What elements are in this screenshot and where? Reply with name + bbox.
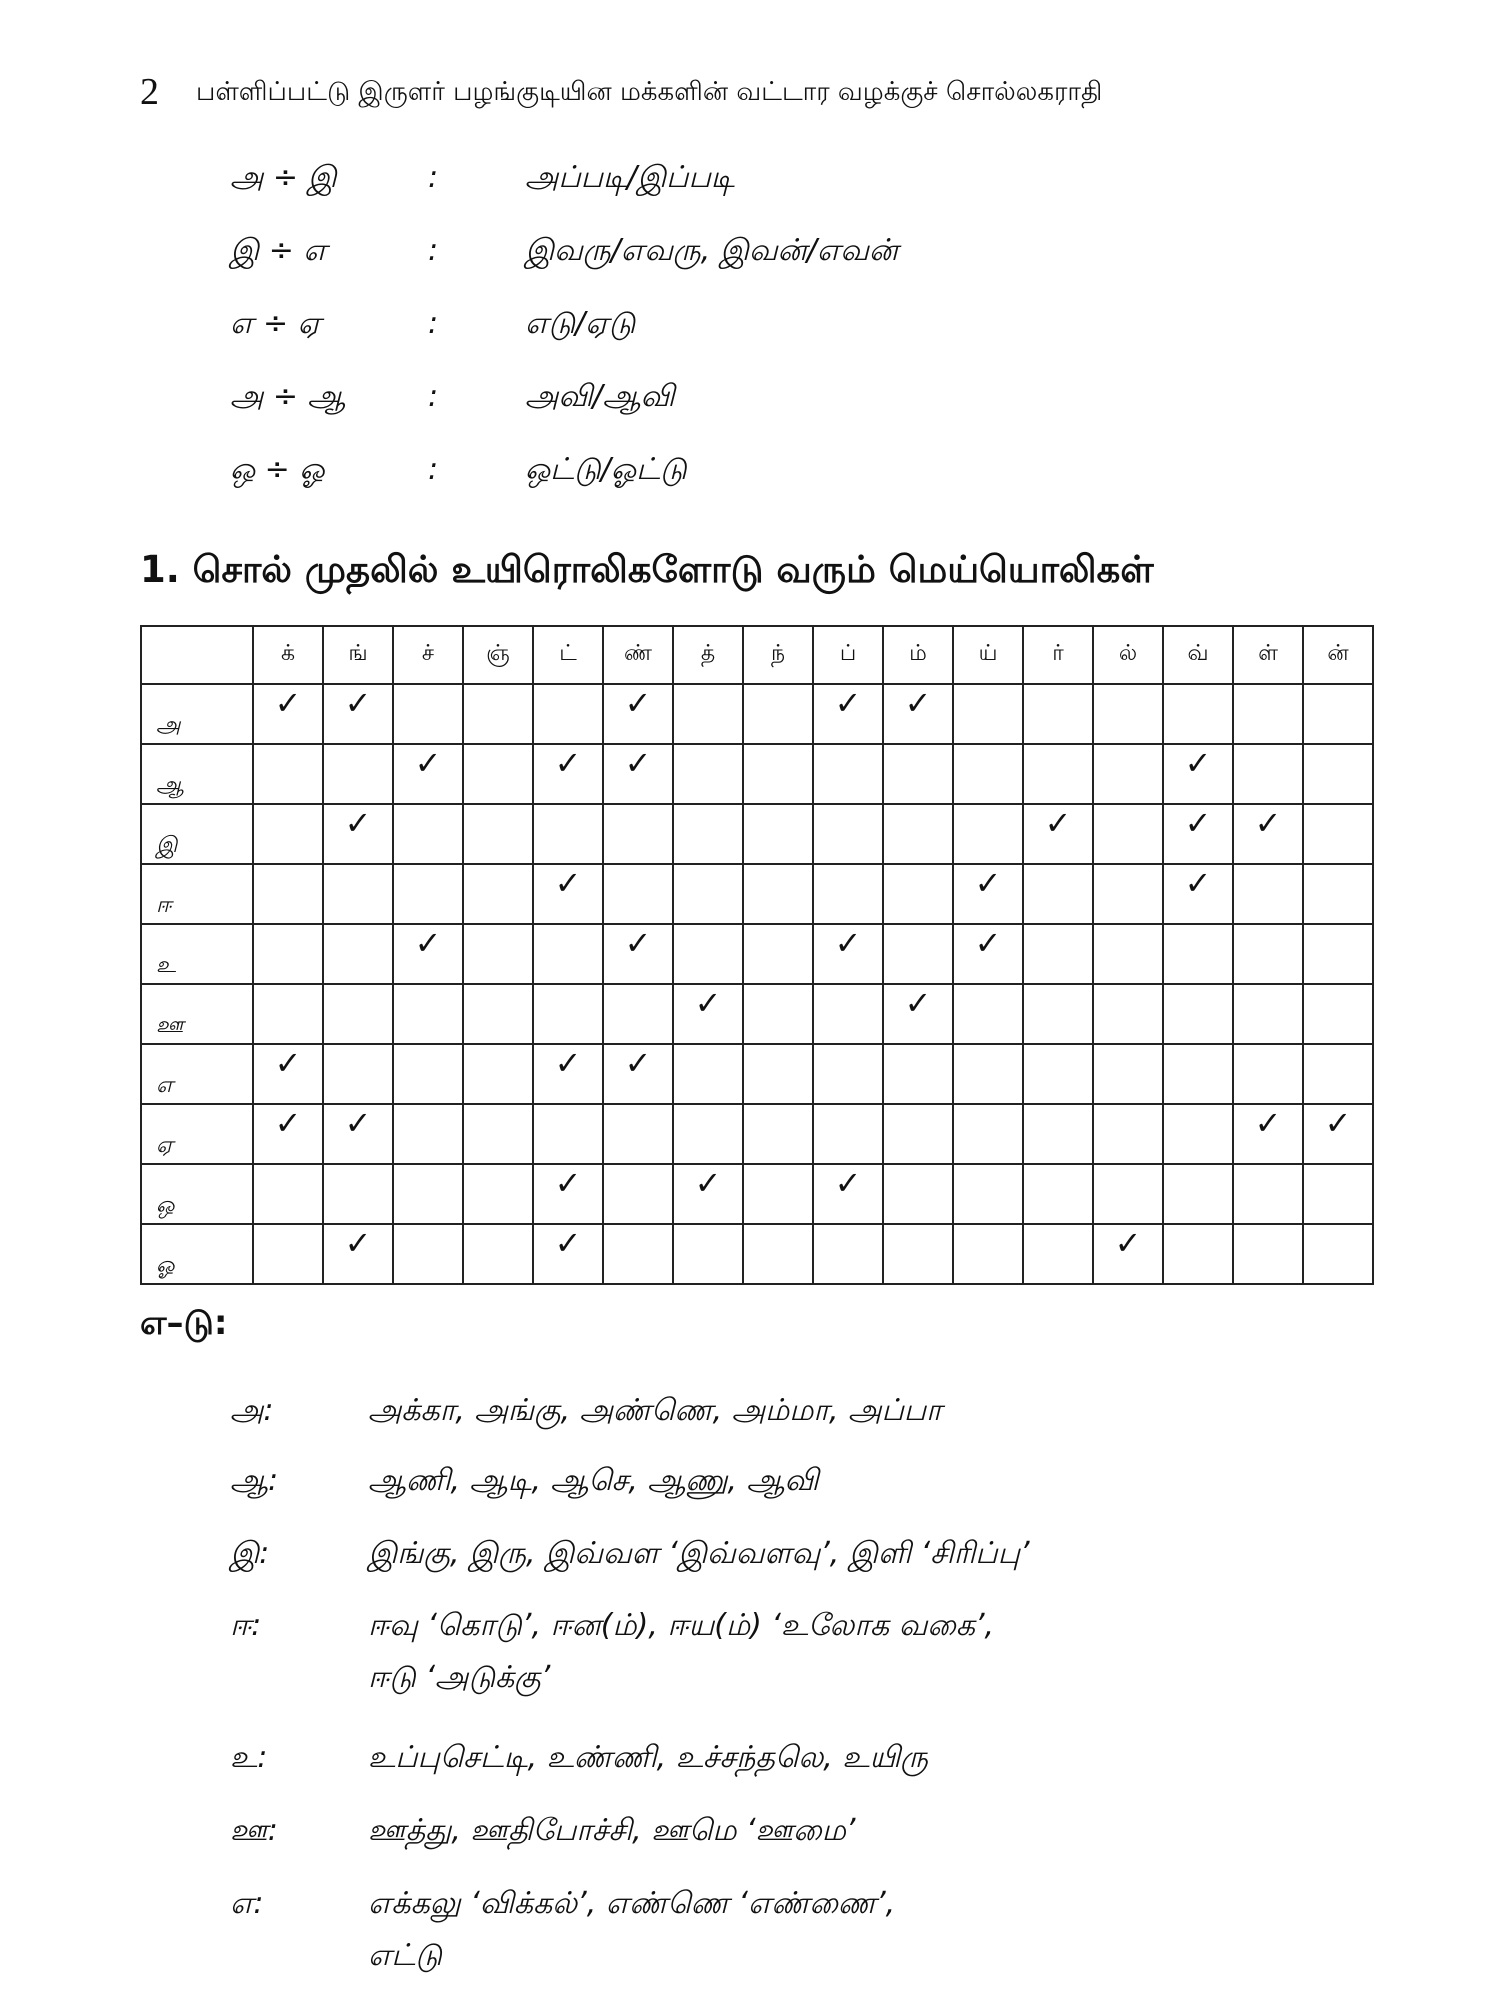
- vowel-pair-row: [230, 223, 1230, 279]
- checkmark-cell: ✓: [323, 1224, 393, 1284]
- empty-cell: [323, 744, 393, 804]
- empty-cell: [953, 1224, 1023, 1284]
- empty-cell: [953, 1104, 1023, 1164]
- row-header-vowel: உ: [141, 924, 253, 984]
- example-line: ஊத்து, ஊதிபோச்சி, ஊமெ ‘ஊமை’: [368, 1813, 856, 1848]
- pair-example-words: எடு/ஏடு: [525, 306, 636, 341]
- table-row: [141, 1224, 1373, 1284]
- pair-example-words: ஒட்டு/ஓட்டு: [525, 452, 687, 487]
- empty-cell: [743, 864, 813, 924]
- empty-cell: [393, 1164, 463, 1224]
- row-header-vowel: ஊ: [141, 984, 253, 1044]
- empty-cell: [1023, 744, 1093, 804]
- example-line: அக்கா, அங்கு, அண்ணெ, அம்மா, அப்பா: [368, 1393, 942, 1428]
- empty-cell: [393, 1104, 463, 1164]
- example-line: எட்டு: [368, 1938, 443, 1973]
- empty-cell: [813, 1224, 883, 1284]
- example-words: [368, 1528, 1368, 1580]
- vowel-pair-symbols: ஒ ÷ ஓ: [230, 452, 325, 487]
- checkmark-cell: ✓: [1303, 1104, 1373, 1164]
- empty-cell: [883, 1164, 953, 1224]
- checkmark-cell: ✓: [393, 744, 463, 804]
- empty-cell: [393, 1044, 463, 1104]
- empty-cell: [393, 804, 463, 864]
- empty-cell: [953, 684, 1023, 744]
- empty-cell: [953, 1044, 1023, 1104]
- table-row: [141, 984, 1373, 1044]
- empty-cell: [393, 1224, 463, 1284]
- empty-cell: [1163, 684, 1233, 744]
- empty-cell: [813, 984, 883, 1044]
- vowel-pair-row: [230, 369, 1230, 425]
- table-corner-cell: [141, 626, 253, 684]
- empty-cell: [253, 924, 323, 984]
- table-row: [141, 924, 1373, 984]
- empty-cell: [1093, 1104, 1163, 1164]
- empty-cell: [883, 804, 953, 864]
- empty-cell: [1303, 684, 1373, 744]
- empty-cell: [743, 984, 813, 1044]
- checkmark-cell: ✓: [813, 684, 883, 744]
- checkmark-cell: ✓: [1233, 804, 1303, 864]
- empty-cell: [1163, 1164, 1233, 1224]
- empty-cell: [463, 1104, 533, 1164]
- empty-cell: [1023, 1104, 1093, 1164]
- empty-cell: [533, 984, 603, 1044]
- checkmark-cell: ✓: [323, 1104, 393, 1164]
- empty-cell: [463, 804, 533, 864]
- table-row: [141, 744, 1373, 804]
- empty-cell: [1303, 1224, 1373, 1284]
- column-header-consonant: ய்: [953, 626, 1023, 684]
- column-header-consonant: ன்: [1303, 626, 1373, 684]
- empty-cell: [1233, 1044, 1303, 1104]
- checkmark-cell: ✓: [883, 684, 953, 744]
- empty-cell: [1023, 1044, 1093, 1104]
- column-header-consonant: ர்: [1023, 626, 1093, 684]
- empty-cell: [1303, 924, 1373, 984]
- empty-cell: [953, 1164, 1023, 1224]
- empty-cell: [463, 924, 533, 984]
- empty-cell: [1023, 864, 1093, 924]
- column-header-consonant: ள்: [1233, 626, 1303, 684]
- vowel-pair-row: [230, 442, 1230, 498]
- checkmark-cell: ✓: [603, 1044, 673, 1104]
- pair-example-words: அப்படி/இப்படி: [525, 160, 735, 195]
- column-header-consonant: ந்: [743, 626, 813, 684]
- checkmark-cell: ✓: [883, 984, 953, 1044]
- checkmark-cell: ✓: [533, 1224, 603, 1284]
- empty-cell: [463, 1044, 533, 1104]
- checkmark-cell: ✓: [603, 684, 673, 744]
- empty-cell: [883, 1224, 953, 1284]
- column-header-consonant: ல்: [1093, 626, 1163, 684]
- empty-cell: [673, 1224, 743, 1284]
- empty-cell: [673, 924, 743, 984]
- empty-cell: [1023, 984, 1093, 1044]
- empty-cell: [1163, 1224, 1233, 1284]
- empty-cell: [673, 1104, 743, 1164]
- empty-cell: [673, 744, 743, 804]
- empty-cell: [253, 744, 323, 804]
- empty-cell: [463, 1164, 533, 1224]
- empty-cell: [533, 924, 603, 984]
- empty-cell: [533, 684, 603, 744]
- empty-cell: [1093, 684, 1163, 744]
- example-words: [368, 1455, 1368, 1507]
- empty-cell: [393, 864, 463, 924]
- empty-cell: [603, 864, 673, 924]
- empty-cell: [1233, 744, 1303, 804]
- empty-cell: [253, 1164, 323, 1224]
- pair-colon: :: [428, 379, 439, 414]
- checkmark-cell: ✓: [393, 924, 463, 984]
- row-header-vowel: ஆ: [141, 744, 253, 804]
- empty-cell: [1233, 864, 1303, 924]
- table-row: [141, 1104, 1373, 1164]
- empty-cell: [743, 804, 813, 864]
- example-line: ஈவு ‘கொடு’, ஈன(ம்), ஈய(ம்) ‘உலோக வகை’,: [368, 1608, 995, 1643]
- empty-cell: [743, 924, 813, 984]
- section-heading: 1. சொல் முதலில் உயிரொலிகளோடு வரும் மெய்யொலிகள்: [140, 548, 1154, 591]
- column-header-consonant: ங்: [323, 626, 393, 684]
- column-header-consonant: ட்: [533, 626, 603, 684]
- checkmark-cell: ✓: [673, 984, 743, 1044]
- empty-cell: [1093, 1164, 1163, 1224]
- empty-cell: [533, 1104, 603, 1164]
- empty-cell: [883, 1104, 953, 1164]
- checkmark-cell: ✓: [953, 864, 1023, 924]
- empty-cell: [953, 804, 1023, 864]
- example-words: [368, 1732, 1368, 1784]
- checkmark-cell: ✓: [253, 684, 323, 744]
- empty-cell: [253, 804, 323, 864]
- example-vowel-key: ஈ:: [230, 1608, 262, 1643]
- checkmark-cell: ✓: [533, 744, 603, 804]
- row-header-vowel: அ: [141, 684, 253, 744]
- empty-cell: [743, 1104, 813, 1164]
- vowel-pair-row: [230, 150, 1230, 206]
- empty-cell: [1303, 1164, 1373, 1224]
- checkmark-cell: ✓: [533, 864, 603, 924]
- empty-cell: [1023, 684, 1093, 744]
- empty-cell: [1023, 1164, 1093, 1224]
- empty-cell: [1233, 684, 1303, 744]
- vowel-pair-row: [230, 296, 1230, 352]
- empty-cell: [673, 684, 743, 744]
- empty-cell: [463, 864, 533, 924]
- checkmark-cell: ✓: [323, 684, 393, 744]
- empty-cell: [1163, 924, 1233, 984]
- vowel-pair-symbols: இ ÷ எ: [230, 233, 327, 268]
- empty-cell: [1303, 864, 1373, 924]
- checkmark-cell: ✓: [813, 924, 883, 984]
- example-vowel-key: அ:: [230, 1393, 274, 1428]
- empty-cell: [953, 744, 1023, 804]
- table-row: [141, 684, 1373, 744]
- empty-cell: [743, 1164, 813, 1224]
- column-header-consonant: ஞ்: [463, 626, 533, 684]
- empty-cell: [1163, 984, 1233, 1044]
- table-row: [141, 1044, 1373, 1104]
- empty-cell: [323, 1164, 393, 1224]
- empty-cell: [463, 984, 533, 1044]
- empty-cell: [253, 984, 323, 1044]
- table-header-row: [141, 626, 1373, 684]
- empty-cell: [1303, 1044, 1373, 1104]
- empty-cell: [463, 1224, 533, 1284]
- example-line: ஈடு ‘அடுக்கு’: [368, 1660, 551, 1695]
- empty-cell: [323, 864, 393, 924]
- running-title: பள்ளிப்பட்டு இருளர் பழங்குடியின மக்களின் வட்டார வழக்குச் சொல்லகராதி: [196, 77, 1103, 107]
- example-words: [368, 1805, 1368, 1857]
- checkmark-cell: ✓: [673, 1164, 743, 1224]
- column-header-consonant: க்: [253, 626, 323, 684]
- column-header-consonant: ப்: [813, 626, 883, 684]
- example-vowel-key: உ:: [230, 1740, 268, 1775]
- row-header-vowel: ஏ: [141, 1104, 253, 1164]
- table-row: [141, 1164, 1373, 1224]
- empty-cell: [883, 864, 953, 924]
- empty-cell: [463, 684, 533, 744]
- pair-colon: :: [428, 233, 439, 268]
- column-header-consonant: ண்: [603, 626, 673, 684]
- empty-cell: [253, 1224, 323, 1284]
- empty-cell: [883, 924, 953, 984]
- example-line: இங்கு, இரு, இவ்வள ‘இவ்வளவு’, இளி ‘சிரிப்பு’: [368, 1536, 1030, 1571]
- empty-cell: [813, 804, 883, 864]
- examples-label: எ–டு:: [140, 1303, 228, 1343]
- column-header-consonant: ச்: [393, 626, 463, 684]
- row-header-vowel: எ: [141, 1044, 253, 1104]
- pair-example-words: இவரு/எவரு, இவன்/எவன்: [525, 233, 899, 268]
- checkmark-cell: ✓: [1163, 804, 1233, 864]
- empty-cell: [603, 984, 673, 1044]
- checkmark-cell: ✓: [1233, 1104, 1303, 1164]
- empty-cell: [323, 1044, 393, 1104]
- empty-cell: [603, 1164, 673, 1224]
- checkmark-cell: ✓: [323, 804, 393, 864]
- empty-cell: [1093, 924, 1163, 984]
- empty-cell: [743, 744, 813, 804]
- consonant-vowel-table: [140, 625, 1374, 1285]
- empty-cell: [1163, 1044, 1233, 1104]
- empty-cell: [743, 1224, 813, 1284]
- example-vowel-key: ஊ:: [230, 1813, 278, 1848]
- checkmark-cell: ✓: [1163, 864, 1233, 924]
- page-header: [140, 68, 1380, 116]
- example-words: [368, 1600, 1368, 1704]
- checkmark-cell: ✓: [253, 1104, 323, 1164]
- empty-cell: [1303, 984, 1373, 1044]
- empty-cell: [673, 864, 743, 924]
- empty-cell: [1233, 1224, 1303, 1284]
- empty-cell: [673, 804, 743, 864]
- pair-colon: :: [428, 306, 439, 341]
- vowel-pair-symbols: அ ÷ இ: [230, 160, 337, 195]
- vowel-pair-symbols: அ ÷ ஆ: [230, 379, 346, 414]
- empty-cell: [533, 804, 603, 864]
- empty-cell: [463, 744, 533, 804]
- checkmark-cell: ✓: [533, 1044, 603, 1104]
- empty-cell: [1233, 984, 1303, 1044]
- example-line: எக்கலு ‘விக்கல்’, எண்ணெ ‘எண்ணை’,: [368, 1886, 896, 1921]
- empty-cell: [603, 804, 673, 864]
- empty-cell: [1303, 744, 1373, 804]
- empty-cell: [603, 1224, 673, 1284]
- checkmark-cell: ✓: [603, 924, 673, 984]
- row-header-vowel: ஈ: [141, 864, 253, 924]
- empty-cell: [743, 684, 813, 744]
- empty-cell: [1303, 804, 1373, 864]
- empty-cell: [813, 864, 883, 924]
- empty-cell: [1093, 744, 1163, 804]
- example-line: உப்புசெட்டி, உண்ணி, உச்சந்தலெ, உயிரு: [368, 1740, 929, 1775]
- empty-cell: [1163, 1104, 1233, 1164]
- empty-cell: [743, 1044, 813, 1104]
- empty-cell: [813, 744, 883, 804]
- table-row: [141, 804, 1373, 864]
- column-header-consonant: த்: [673, 626, 743, 684]
- empty-cell: [1093, 864, 1163, 924]
- empty-cell: [1023, 1224, 1093, 1284]
- row-header-vowel: ஒ: [141, 1164, 253, 1224]
- page-number: 2: [140, 71, 159, 113]
- example-vowel-key: இ:: [230, 1536, 270, 1571]
- empty-cell: [953, 984, 1023, 1044]
- empty-cell: [323, 924, 393, 984]
- example-vowel-key: ஆ:: [230, 1463, 279, 1498]
- empty-cell: [813, 1104, 883, 1164]
- empty-cell: [1023, 924, 1093, 984]
- checkmark-cell: ✓: [1093, 1224, 1163, 1284]
- empty-cell: [1093, 804, 1163, 864]
- checkmark-cell: ✓: [1023, 804, 1093, 864]
- checkmark-cell: ✓: [533, 1164, 603, 1224]
- row-header-vowel: ஓ: [141, 1224, 253, 1284]
- pair-colon: :: [428, 160, 439, 195]
- checkmark-cell: ✓: [1163, 744, 1233, 804]
- checkmark-cell: ✓: [953, 924, 1023, 984]
- example-words: [368, 1385, 1368, 1437]
- column-header-consonant: வ்: [1163, 626, 1233, 684]
- empty-cell: [1093, 984, 1163, 1044]
- empty-cell: [1233, 924, 1303, 984]
- table-body: [141, 684, 1373, 1284]
- table-row: [141, 864, 1373, 924]
- empty-cell: [1233, 1164, 1303, 1224]
- empty-cell: [673, 1044, 743, 1104]
- row-header-vowel: இ: [141, 804, 253, 864]
- empty-cell: [883, 744, 953, 804]
- example-vowel-key: எ:: [230, 1886, 264, 1921]
- pair-colon: :: [428, 452, 439, 487]
- empty-cell: [393, 684, 463, 744]
- empty-cell: [253, 864, 323, 924]
- empty-cell: [813, 1044, 883, 1104]
- empty-cell: [393, 984, 463, 1044]
- example-words: [368, 1878, 1368, 1982]
- example-line: ஆணி, ஆடி, ஆசெ, ஆணு, ஆவி: [368, 1463, 819, 1498]
- column-header-consonant: ம்: [883, 626, 953, 684]
- empty-cell: [323, 984, 393, 1044]
- empty-cell: [883, 1044, 953, 1104]
- pair-example-words: அவி/ஆவி: [525, 379, 675, 414]
- checkmark-cell: ✓: [603, 744, 673, 804]
- empty-cell: [1093, 1044, 1163, 1104]
- checkmark-cell: ✓: [813, 1164, 883, 1224]
- empty-cell: [603, 1104, 673, 1164]
- checkmark-cell: ✓: [253, 1044, 323, 1104]
- vowel-pair-symbols: எ ÷ ஏ: [230, 306, 321, 341]
